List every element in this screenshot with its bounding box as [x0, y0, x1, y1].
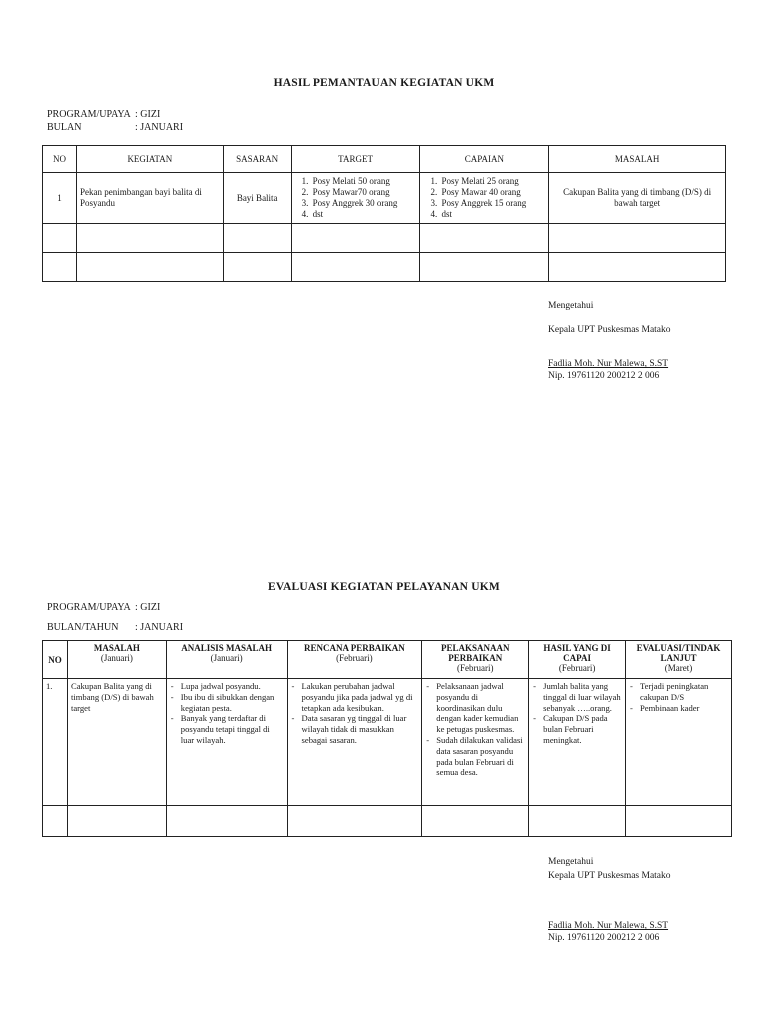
empty-cell: [43, 806, 68, 837]
list-item: 1. Posy Melati 25 orang: [439, 176, 545, 187]
program-label: PROGRAM/UPAYA: [47, 602, 131, 613]
pelaksanaan-list: [425, 681, 525, 778]
list-item: 3. Posy Anggrek 30 orang: [311, 198, 417, 209]
header-masalah: MASALAH (Januari): [67, 641, 166, 679]
empty-cell: [549, 224, 726, 253]
mengetahui-label: Mengetahui: [548, 301, 594, 311]
empty-cell: [420, 224, 549, 253]
list-item: - Sudah dilakukan validasi data sasaran posyandu pada bulan Februari di semua desa.: [436, 735, 525, 778]
empty-cell: [549, 253, 726, 282]
target-list: [295, 176, 417, 220]
header-masalah: MASALAH: [549, 146, 726, 173]
empty-cell: [223, 224, 291, 253]
list-item: 2. Posy Mawar70 orang: [311, 187, 417, 198]
list-item: - Pembinaan kader: [640, 703, 728, 714]
header-rencana: RENCANA PERBAIKAN (Februari): [287, 641, 422, 679]
bulan-tahun-label: BULAN/TAHUN: [47, 622, 119, 633]
list-item: - Lakukan perubahan jadwal posyandu jika pada jadwal yg di tetapkan ada kesibukan.: [302, 681, 419, 713]
monitoring-table: [42, 145, 726, 282]
list-item: - Cakupan D/S pada bulan Februari meningkat.: [543, 713, 622, 745]
cell-masalah: Cakupan Balita yang di timbang (D/S) di bawah target: [67, 679, 166, 806]
list-item: 3. Posy Anggrek 15 orang: [439, 198, 545, 209]
list-item: - Data sasaran yg tinggal di luar wilayah tidak di masukkan sebagai sasaran.: [302, 713, 419, 745]
list-item: 4. dst: [311, 209, 417, 220]
cell-capaian: [420, 173, 549, 224]
cell-masalah: Cakupan Balita yang di timbang (D/S) di bawah target: [549, 173, 726, 224]
header-pelaksanaan: PELAKSANAAN PERBAIKAN (Februari): [422, 641, 529, 679]
program-value: : GIZI: [135, 109, 161, 120]
empty-cell: [291, 224, 420, 253]
header-no: NO: [43, 641, 68, 679]
table-header-row: [43, 146, 726, 173]
cell-analisis: [166, 679, 287, 806]
empty-cell: [626, 806, 732, 837]
cell-rencana: [287, 679, 422, 806]
section2-meta: [47, 601, 183, 634]
table-row: [43, 679, 732, 806]
program-value: : GIZI: [135, 602, 161, 613]
evaluasi-list: [629, 681, 728, 713]
cell-no: 1.: [43, 679, 68, 806]
list-item: - Lupa jadwal posyandu.: [181, 681, 284, 692]
header-no: NO: [43, 146, 77, 173]
rencana-list: [291, 681, 419, 746]
hasil-list: [532, 681, 622, 746]
signer-nip: Nip. 19761120 200212 2 006: [548, 371, 660, 381]
section1-signature: [548, 300, 671, 382]
table-row: [43, 173, 726, 224]
bulan-label: BULAN: [47, 122, 82, 133]
empty-cell: [529, 806, 626, 837]
list-item: - Ibu ibu di sibukkan dengan kegiatan pesta.: [181, 692, 284, 714]
signer-name: Fadlia Moh. Nur Malewa, S.ST: [548, 921, 669, 931]
section1-title: HASIL PEMANTAUAN KEGIATAN UKM: [273, 77, 495, 89]
cell-hasil: [529, 679, 626, 806]
cell-sasaran: Bayi Balita: [223, 173, 291, 224]
list-item: - Banyak yang terdaftar di posyandu tetapi tinggal di luar wilayah.: [181, 713, 284, 745]
table-row-empty: [43, 224, 726, 253]
empty-cell: [223, 253, 291, 282]
header-kegiatan: KEGIATAN: [76, 146, 223, 173]
cell-no: 1: [43, 173, 77, 224]
list-item: - Terjadi peningkatan cakupan D/S: [640, 681, 728, 703]
empty-cell: [43, 253, 77, 282]
capaian-list: [423, 176, 545, 220]
cell-target: [291, 173, 420, 224]
list-item: - Jumlah balita yang tinggal di luar wilayah sebanyak …..orang.: [543, 681, 622, 713]
header-evaluasi: EVALUASI/TINDAK LANJUT (Maret): [626, 641, 732, 679]
cell-evaluasi: [626, 679, 732, 806]
empty-cell: [291, 253, 420, 282]
section1-meta: [47, 108, 183, 134]
program-label: PROGRAM/UPAYA: [47, 109, 131, 120]
table-row-empty: [43, 806, 732, 837]
empty-cell: [76, 253, 223, 282]
jabatan-label: Kepala UPT Puskesmas Matako: [548, 871, 671, 881]
empty-cell: [422, 806, 529, 837]
section2-signature: [548, 856, 671, 944]
cell-kegiatan: Pekan penimbangan bayi balita di Posyandu: [76, 173, 223, 224]
bulan-value: : JANUARI: [135, 622, 184, 633]
empty-cell: [76, 224, 223, 253]
empty-cell: [67, 806, 166, 837]
empty-cell: [43, 224, 77, 253]
header-capaian: CAPAIAN: [420, 146, 549, 173]
cell-pelaksanaan: [422, 679, 529, 806]
table-row-empty: [43, 253, 726, 282]
empty-cell: [166, 806, 287, 837]
header-sasaran: SASARAN: [223, 146, 291, 173]
section2-title: EVALUASI KEGIATAN PELAYANAN UKM: [268, 581, 500, 593]
evaluation-table: [42, 640, 732, 837]
header-hasil: HASIL YANG DI CAPAI (Februari): [529, 641, 626, 679]
analisis-list: [170, 681, 284, 746]
empty-cell: [420, 253, 549, 282]
signer-nip: Nip. 19761120 200212 2 006: [548, 933, 660, 943]
table-header-row: [43, 641, 732, 679]
mengetahui-label: Mengetahui: [548, 857, 594, 867]
bulan-value: : JANUARI: [135, 122, 184, 133]
list-item: 4. dst: [439, 209, 545, 220]
signer-name: Fadlia Moh. Nur Malewa, S.ST: [548, 359, 669, 369]
list-item: 2. Posy Mawar 40 orang: [439, 187, 545, 198]
list-item: 1. Posy Melati 50 orang: [311, 176, 417, 187]
empty-cell: [287, 806, 422, 837]
jabatan-label: Kepala UPT Puskesmas Matako: [548, 325, 671, 335]
header-target: TARGET: [291, 146, 420, 173]
header-analisis: ANALISIS MASALAH (Januari): [166, 641, 287, 679]
list-item: - Pelaksanaan jadwal posyandu di koordinasikan dulu dengan kader kemudian ke petugas puskesmas.: [436, 681, 525, 735]
